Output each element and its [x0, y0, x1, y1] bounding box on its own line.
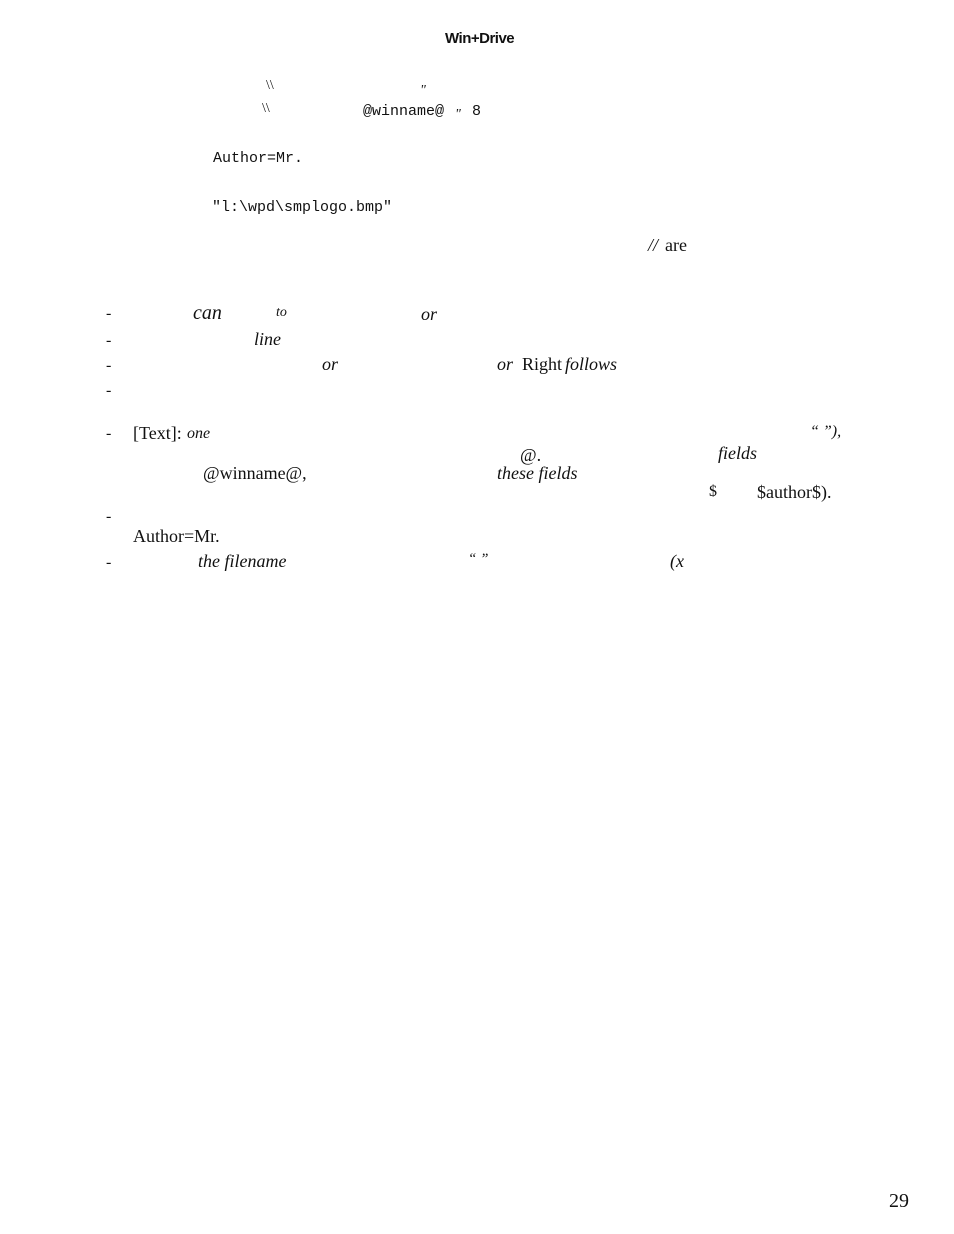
example-digit: 8 [472, 103, 482, 120]
text-item-at: @. [520, 445, 542, 465]
example-quote-open-1: \\ [266, 78, 274, 93]
bullet-dash-1: - [106, 305, 112, 322]
text-item-these-fields: these fields [497, 463, 578, 483]
para-slashes: // [648, 235, 659, 255]
bullet1-or: or [421, 304, 438, 324]
bullet3-follows: follows [565, 354, 618, 374]
bullet-dash-4: - [106, 382, 112, 399]
bullet3-or-1: or [322, 354, 339, 374]
example-field-winname: @winname@ [363, 103, 445, 120]
text-item-one: one [187, 425, 211, 442]
running-header: Win+Drive [445, 30, 515, 47]
bullet-dash-5: - [106, 425, 112, 442]
bullet-dash-3: - [106, 357, 112, 374]
example-quote-open-2: \\ [262, 101, 270, 116]
text-item-dollar: $ [709, 483, 717, 500]
bullet-dash-7: - [106, 554, 112, 571]
example-author-line: Author=Mr. [213, 150, 304, 167]
bullet1-to: to [276, 305, 287, 320]
bullet3-right: Right [522, 354, 563, 374]
bullet2-line: line [254, 329, 281, 349]
bullet-dash-2: - [106, 332, 112, 349]
example-quote-close-2: " [455, 107, 461, 122]
para-are: are [665, 235, 687, 255]
text-item-quotes: “ ”), [810, 423, 842, 440]
text-item-winname: @winname@, [203, 463, 307, 483]
last-quotes: “ ” [468, 551, 489, 567]
text-item-author: $author$). [757, 482, 832, 502]
example-quote-close-1: " [420, 83, 426, 98]
author-line: Author=Mr. [133, 526, 220, 546]
last-x: (x [670, 551, 684, 571]
bullet3-or-2: or [497, 354, 514, 374]
text-item-label: [Text]: [133, 423, 182, 443]
bullet1-can: can [193, 302, 222, 324]
example-bitmap-path: "l:\wpd\smplogo.bmp" [212, 199, 393, 216]
last-the-filename: the filename [198, 551, 287, 571]
text-item-fields: fields [718, 443, 757, 463]
page-number: 29 [889, 1190, 909, 1212]
bullet-dash-6: - [106, 508, 112, 525]
